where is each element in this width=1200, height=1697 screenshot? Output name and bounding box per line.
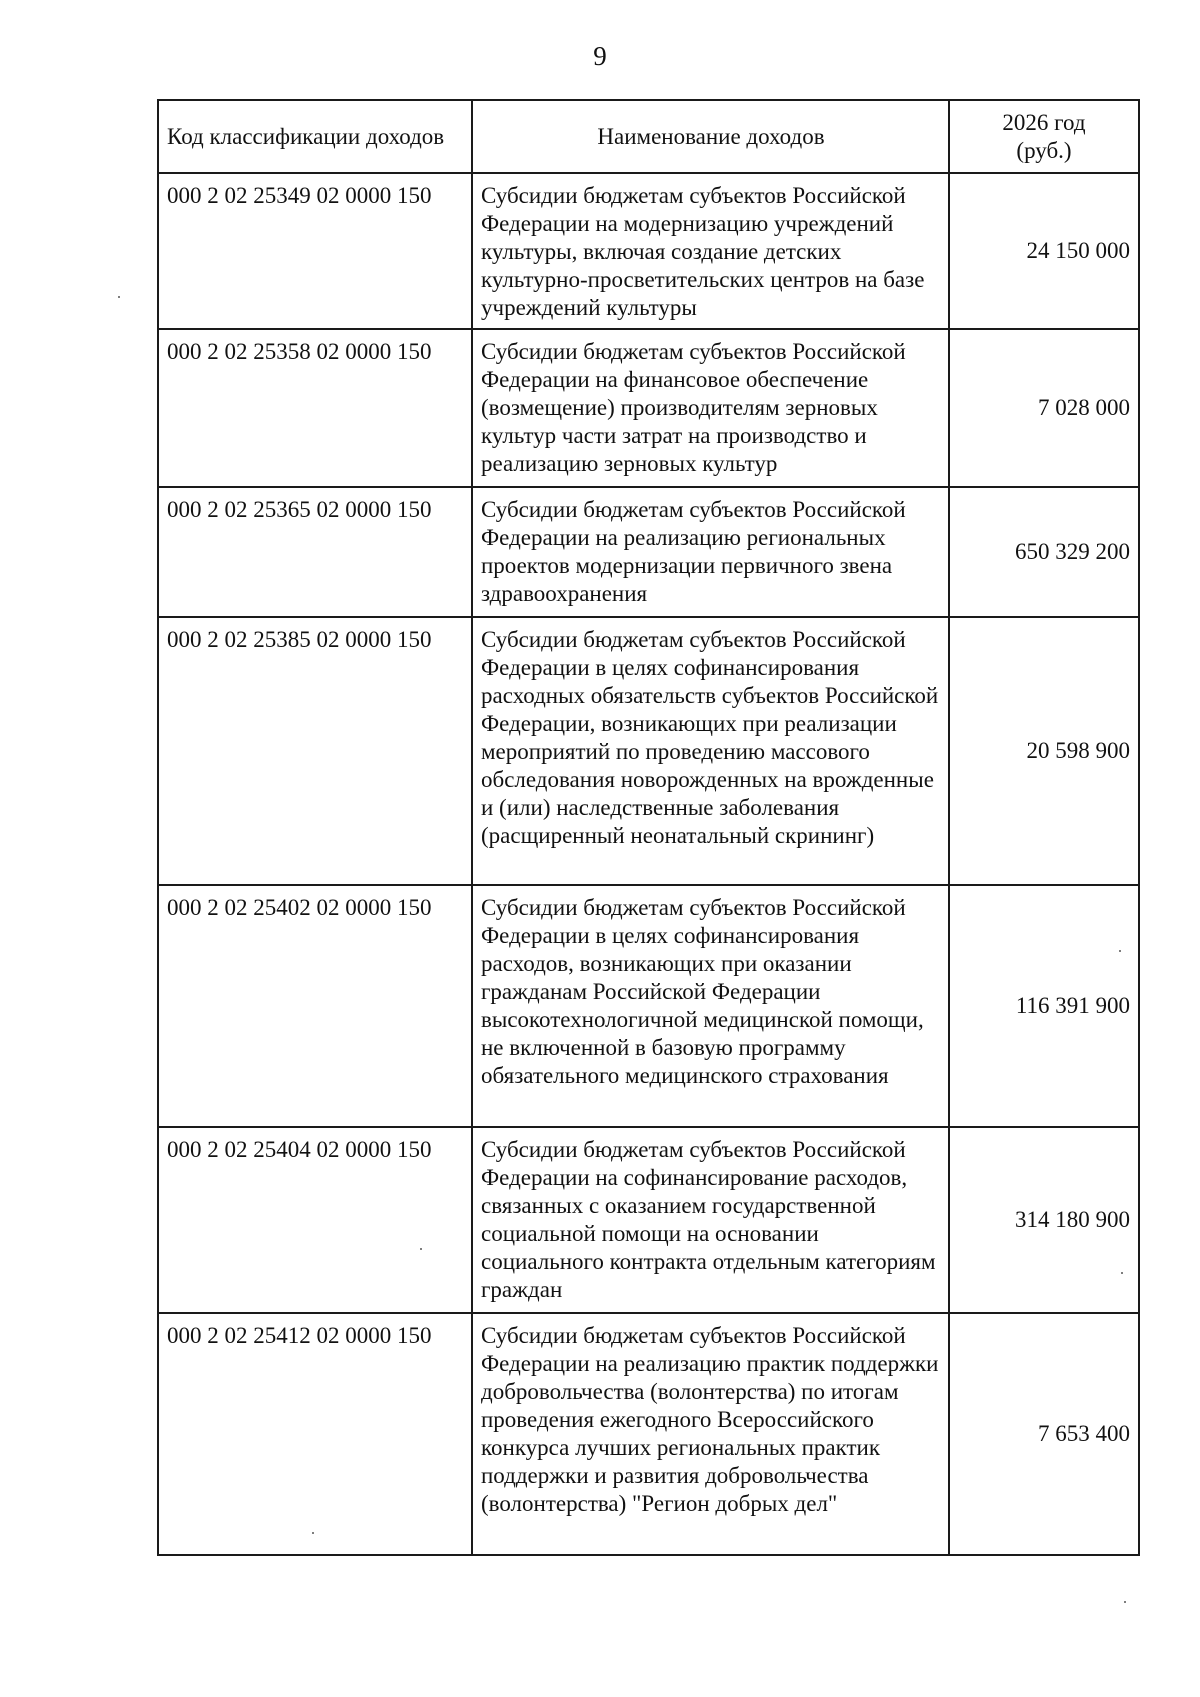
table-row (159, 1314, 1140, 1556)
table-header-row (159, 101, 1140, 174)
row-code: 000 2 02 25358 02 0000 150 (159, 330, 473, 486)
row-amount: 20 598 900 (950, 618, 1140, 884)
scan-speck (1119, 950, 1121, 952)
table-row (159, 1128, 1140, 1314)
revenue-table (157, 99, 1140, 1556)
header-name: Наименование доходов (473, 101, 950, 172)
header-year (950, 101, 1140, 172)
row-code: 000 2 02 25365 02 0000 150 (159, 488, 473, 616)
scan-speck (1121, 1272, 1123, 1274)
row-name: Субсидии бюджетам субъектов Российской Федерации в целях софинансирования расходов, возникающих при оказании гражданам Российской Федерации высокотехнологичной медицинской помощи, не включенной в базовую программу обязательного медицинского страхования (473, 886, 950, 1126)
scan-speck (420, 1248, 422, 1250)
row-code: 000 2 02 25349 02 0000 150 (159, 174, 473, 328)
row-amount: 24 150 000 (950, 174, 1140, 328)
table-row (159, 174, 1140, 330)
row-code: 000 2 02 25402 02 0000 150 (159, 886, 473, 1126)
table-row (159, 330, 1140, 488)
table-row (159, 618, 1140, 886)
table-row (159, 886, 1140, 1128)
row-code: 000 2 02 25412 02 0000 150 (159, 1314, 473, 1554)
row-name: Субсидии бюджетам субъектов Российской Федерации на модернизацию учреждений культуры, включая создание детских культурно-просветительских центров на базе учреждений культуры (473, 174, 950, 328)
row-name: Субсидии бюджетам субъектов Российской Федерации в целях софинансирования расходных обязательств субъектов Российской Федерации, возникающих при реализации мероприятий по проведению массового обследования новорожденных на врожденные и (или) наследственные заболевания (расщиренный неонатальный скрининг) (473, 618, 950, 884)
row-amount: 116 391 900 (950, 886, 1140, 1126)
scan-speck (118, 296, 120, 298)
row-code: 000 2 02 25385 02 0000 150 (159, 618, 473, 884)
row-code: 000 2 02 25404 02 0000 150 (159, 1128, 473, 1312)
header-year-line1: 2026 год (1002, 109, 1086, 135)
header-year-line2: (руб.) (1016, 137, 1072, 163)
row-name: Субсидии бюджетам субъектов Российской Федерации на финансовое обеспечение (возмещение) производителям зерновых культур части затрат на производство и реализацию зерновых культур (473, 330, 950, 486)
row-amount: 7 653 400 (950, 1314, 1140, 1554)
scan-speck (312, 1532, 314, 1534)
row-name: Субсидии бюджетам субъектов Российской Федерации на софинансирование расходов, связанных с оказанием государственной социальной помощи на основании социального контракта отдельным категориям граждан (473, 1128, 950, 1312)
row-amount: 650 329 200 (950, 488, 1140, 616)
row-name: Субсидии бюджетам субъектов Российской Федерации на реализацию региональных проектов модернизации первичного звена здравоохранения (473, 488, 950, 616)
row-amount: 314 180 900 (950, 1128, 1140, 1312)
table-row (159, 488, 1140, 618)
row-amount: 7 028 000 (950, 330, 1140, 486)
scan-speck (1124, 1601, 1126, 1603)
header-code: Код классификации доходов (159, 101, 473, 172)
page-number: 9 (593, 41, 607, 71)
row-name: Субсидии бюджетам субъектов Российской Федерации на реализацию практик поддержки добровольчества (волонтерства) по итогам проведения ежегодного Всероссийского конкурса лучших региональных практик поддержки и развития добровольчества (волонтерства) "Регион добрых дел" (473, 1314, 950, 1554)
